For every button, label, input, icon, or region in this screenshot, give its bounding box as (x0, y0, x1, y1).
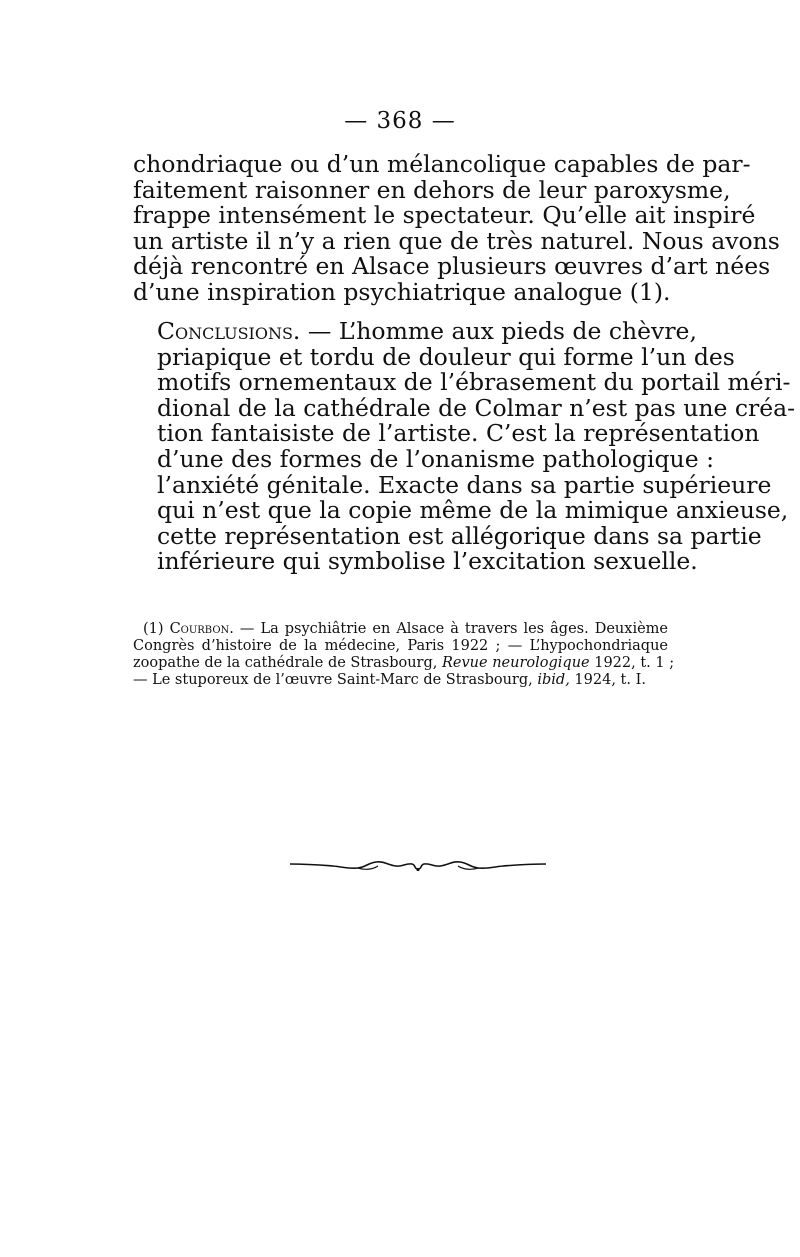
text-line: déjà rencontré en Alsace plusieurs œuvres d’art nées (133, 252, 771, 281)
footnote (133, 621, 675, 689)
text-line: un artiste il n’y a rien que de très naturel. Nous avons (133, 226, 780, 255)
text-line: d’une inspiration psychiatrique analogue (1). (133, 277, 671, 306)
footnote-text: zoopathe de la cathédrale de Strasbourg, (133, 655, 442, 671)
ibid-reference: ibid, (537, 672, 570, 688)
text-line: tion fantaisiste de l’artiste. C’est la représentation (157, 419, 760, 448)
text-line: priapique et tordu de douleur qui forme l’un des (157, 342, 735, 371)
footnote-line (133, 621, 668, 638)
text-line (133, 317, 697, 345)
footnote-text: — Le stuporeux de l’œuvre Saint-Marc de Strasbourg, (133, 672, 538, 688)
text-line: inférieure qui symbolise l’excitation sexuelle. (157, 547, 698, 576)
text-line: d’une des formes de l’onanisme pathologique : (157, 444, 714, 473)
conclusions-paragraph (133, 317, 796, 576)
text-line-rest: — L’homme aux pieds de chèvre, (300, 317, 697, 345)
footnote-text: 1924, t. I. (569, 672, 646, 688)
text-line: motifs ornementaux de l’ébrasement du portail méri- (157, 368, 791, 397)
footnote-line (133, 672, 668, 689)
text-line: qui n’est que la copie même de la mimique anxieuse, (157, 496, 789, 525)
footnote-marker: (1) (143, 621, 170, 637)
journal-title: Revue neurologique (441, 655, 590, 671)
footnote-author: Courbon. (169, 621, 234, 637)
footnote-text: — La psychiâtrie en Alsace à travers les âges. Deuxième (233, 621, 668, 637)
footnote-line: Congrès d’histoire de la médecine, Paris 1922 ; — L’hypochondriaque (133, 638, 668, 654)
text-line: frappe intensément le spectateur. Qu’elle ait inspiré (133, 201, 756, 230)
text-line: cette représentation est allégorique dans sa partie (157, 521, 762, 550)
footnote-line (133, 655, 675, 672)
tailpiece-ornament-icon (288, 852, 548, 876)
paragraph-continuation (133, 150, 780, 306)
section-heading: Conclusions. (157, 317, 301, 345)
page-number: — 368 — (344, 108, 456, 134)
text-line: faitement raisonner en dehors de leur paroxysme, (133, 175, 731, 204)
footnote-text: 1922, t. 1 ; (589, 655, 675, 671)
text-line: chondriaque ou d’un mélancolique capables de par- (133, 150, 751, 178)
text-line: dional de la cathédrale de Colmar n’est pas une créa- (157, 393, 796, 422)
text-line: l’anxiété génitale. Exacte dans sa partie supérieure (157, 470, 772, 499)
